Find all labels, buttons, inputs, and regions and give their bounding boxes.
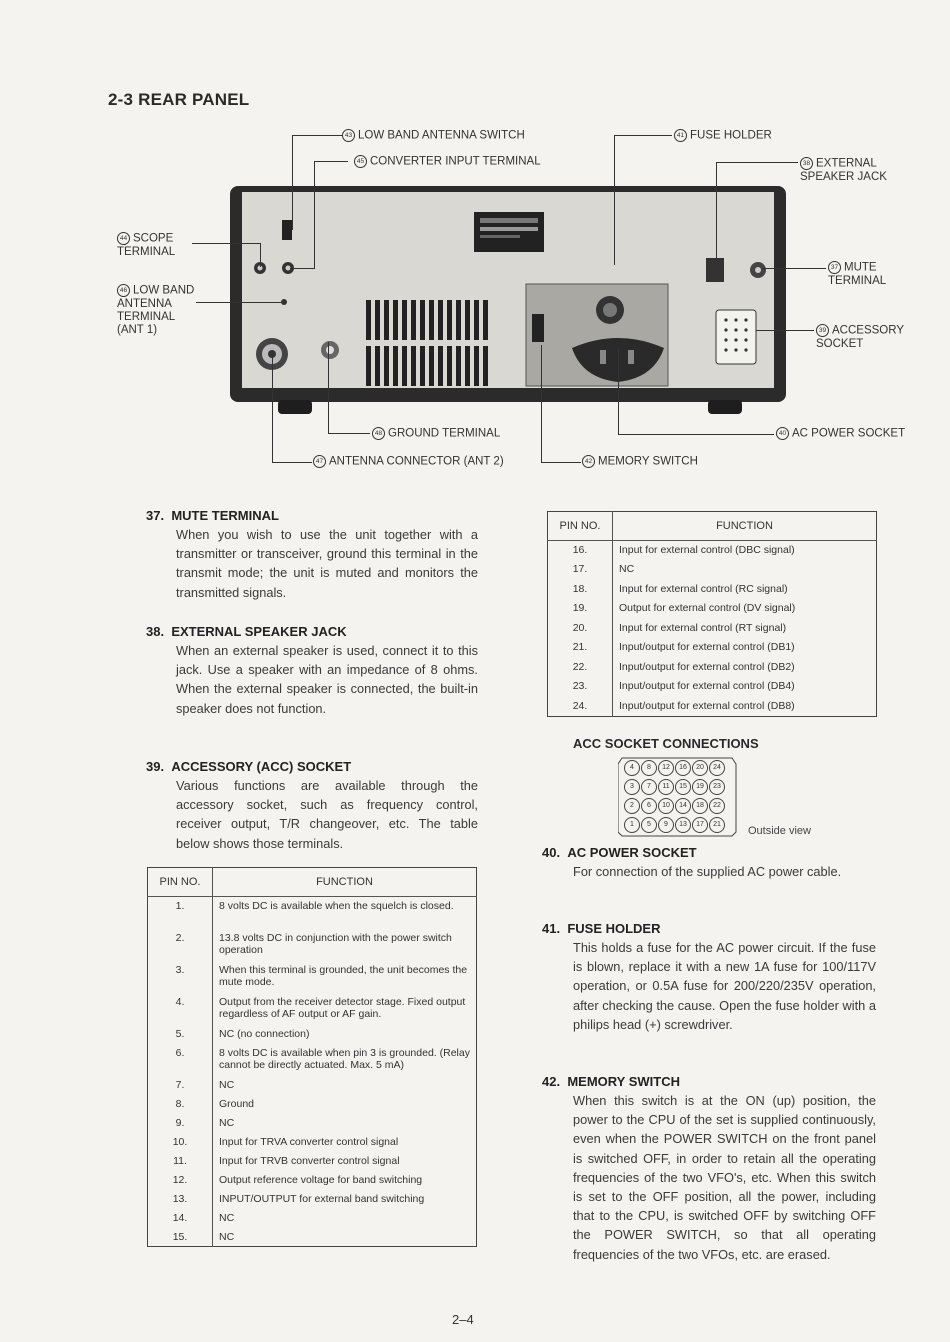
function-cell: Output reference voltage for band switching bbox=[219, 1173, 423, 1186]
pin-cell: 8. bbox=[148, 1095, 213, 1114]
acc-pin: 8 bbox=[641, 760, 657, 776]
callout-antenna-connector bbox=[313, 455, 504, 469]
item-text: This holds a fuse for the AC power circuit. If the fuse is blown, replace it with a new 1A fuse for 100/117V operation, or 0.5A fuse for 200/220/235V operation, after checking the cause. Open the fuse holder with a philips head (+) screwdriver. bbox=[573, 940, 876, 1032]
function-cell: Input for external control (RT signal) bbox=[619, 621, 787, 634]
pin-cell: 19. bbox=[548, 599, 613, 619]
item-title: ACCESSORY (ACC) SOCKET bbox=[171, 759, 352, 774]
item-number: 41. bbox=[542, 921, 561, 936]
acc-pin: 4 bbox=[624, 760, 640, 776]
callout-ground-terminal bbox=[372, 427, 500, 441]
acc-pin: 22 bbox=[709, 798, 725, 814]
function-cell: INPUT/OUTPUT for external band switching bbox=[219, 1192, 425, 1205]
callout-fuse-holder bbox=[674, 129, 772, 143]
pin-cell: 21. bbox=[548, 638, 613, 658]
acc-pin: 20 bbox=[692, 760, 708, 776]
callout-label: AC POWER SOCKET bbox=[792, 427, 906, 440]
function-cell: NC bbox=[219, 1078, 235, 1091]
item-number: 39. bbox=[146, 759, 165, 774]
item-title: MUTE TERMINAL bbox=[171, 508, 279, 523]
acc-pin: 21 bbox=[709, 817, 725, 833]
callout-number: 37 bbox=[828, 261, 841, 274]
function-header: FUNCTION bbox=[613, 512, 877, 541]
acc-pin: 10 bbox=[658, 798, 674, 814]
callout-converter-input-terminal bbox=[354, 155, 541, 169]
acc-pin: 17 bbox=[692, 817, 708, 833]
pin-cell: 10. bbox=[148, 1133, 213, 1152]
pin-cell: 7. bbox=[148, 1076, 213, 1095]
acc-pin: 6 bbox=[641, 798, 657, 814]
function-cell: Input for external control (DBC signal) bbox=[619, 544, 795, 556]
item-fuse-holder bbox=[542, 921, 876, 1034]
function-cell: NC (no connection) bbox=[219, 1027, 310, 1040]
acc-pin: 16 bbox=[675, 760, 691, 776]
function-cell: Ground bbox=[219, 1097, 255, 1110]
callout-label: MUTE TERMINAL bbox=[828, 261, 887, 287]
acc-pin: 13 bbox=[675, 817, 691, 833]
pin-cell: 18. bbox=[548, 580, 613, 600]
item-number: 40. bbox=[542, 845, 561, 860]
acc-pin: 3 bbox=[624, 779, 640, 795]
acc-socket-diagram bbox=[618, 756, 738, 838]
item-accessory-socket bbox=[146, 759, 478, 853]
function-cell: Input/output for external control (DB1) bbox=[619, 641, 795, 653]
item-number: 42. bbox=[542, 1074, 561, 1089]
acc-pin: 9 bbox=[658, 817, 674, 833]
acc-pin: 5 bbox=[641, 817, 657, 833]
callout-low-band-antenna-terminal bbox=[117, 284, 197, 337]
function-cell: Input/output for external control (DB4) bbox=[619, 680, 795, 692]
item-mute-terminal bbox=[146, 508, 478, 602]
function-cell: Input/output for external control (DB2) bbox=[619, 660, 795, 673]
function-cell: NC bbox=[219, 1211, 235, 1224]
function-cell: 8 volts DC is available when the squelch is closed. bbox=[219, 900, 454, 912]
callout-number: 48 bbox=[372, 427, 385, 440]
pin-cell: 13. bbox=[148, 1190, 213, 1209]
acc-pin: 11 bbox=[658, 779, 674, 795]
page-number: 2–4 bbox=[452, 1312, 474, 1327]
acc-pin: 2 bbox=[624, 798, 640, 814]
pin-cell: 12. bbox=[148, 1171, 213, 1190]
acc-pin: 18 bbox=[692, 798, 708, 814]
item-ac-power-socket bbox=[542, 845, 876, 881]
acc-pin: 7 bbox=[641, 779, 657, 795]
function-cell: Input for external control (RC signal) bbox=[619, 582, 788, 595]
callout-number: 44 bbox=[117, 232, 130, 245]
item-number: 38. bbox=[146, 624, 165, 639]
callout-number: 41 bbox=[674, 129, 687, 142]
pin-cell: 20. bbox=[548, 619, 613, 639]
pin-cell: 22. bbox=[548, 658, 613, 678]
pin-header: PIN NO. bbox=[548, 512, 613, 541]
function-cell: 8 volts DC is available when pin 3 is grounded. (Relay cannot be directly actuated. Max. 5 mA) bbox=[219, 1046, 470, 1071]
callout-number: 40 bbox=[776, 427, 789, 440]
function-header: FUNCTION bbox=[213, 868, 477, 897]
pin-cell: 15. bbox=[148, 1228, 213, 1247]
function-cell: NC bbox=[219, 1116, 235, 1129]
callout-number: 39 bbox=[816, 324, 829, 337]
pin-cell: 14. bbox=[148, 1209, 213, 1228]
function-cell: 13.8 volts DC in conjunction with the power switch operation bbox=[219, 931, 452, 956]
acc-pin: 19 bbox=[692, 779, 708, 795]
pin-header: PIN NO. bbox=[148, 868, 213, 897]
callout-label: SCOPE TERMINAL bbox=[117, 232, 176, 258]
callout-number: 38 bbox=[800, 157, 813, 170]
pin-cell: 2. bbox=[148, 929, 213, 961]
callout-scope-terminal bbox=[117, 232, 197, 259]
function-cell: Output from the receiver detector stage. Fixed output regardless of AF output or AF gain. bbox=[219, 995, 466, 1020]
acc-pin: 24 bbox=[709, 760, 725, 776]
item-title: AC POWER SOCKET bbox=[567, 845, 697, 860]
callout-memory-switch bbox=[582, 455, 698, 469]
function-cell: NC bbox=[619, 563, 635, 575]
acc-pin: 23 bbox=[709, 779, 725, 795]
callout-label: GROUND TERMINAL bbox=[388, 427, 501, 440]
item-number: 37. bbox=[146, 508, 165, 523]
callout-label: MEMORY SWITCH bbox=[598, 455, 698, 468]
item-text: When an external speaker is used, connect it to this jack. Use a speaker with an impedance of 8 ohms. When the external speaker is connected, the built-in speaker does not function. bbox=[176, 643, 478, 716]
pin-cell: 16. bbox=[548, 541, 613, 561]
pin-cell: 23. bbox=[548, 677, 613, 697]
callout-number: 46 bbox=[117, 284, 130, 297]
pin-cell: 17. bbox=[548, 560, 613, 580]
item-text: For connection of the supplied AC power cable. bbox=[573, 864, 842, 879]
callout-number: 47 bbox=[313, 455, 326, 468]
callout-number: 43 bbox=[342, 129, 355, 142]
section-title: 2-3 REAR PANEL bbox=[108, 90, 250, 109]
acc-pin: 15 bbox=[675, 779, 691, 795]
item-title: EXTERNAL SPEAKER JACK bbox=[171, 624, 347, 639]
item-text: Various functions are available through the accessory socket, such as frequency control, receiver output, T/R changeover, etc. The table below shows those terminals. bbox=[176, 778, 478, 851]
pin-cell: 3. bbox=[148, 961, 213, 993]
callout-label: ACCESSORY SOCKET bbox=[816, 324, 904, 350]
callout-label: FUSE HOLDER bbox=[690, 129, 772, 142]
callout-label: LOW BAND ANTENNA SWITCH bbox=[358, 129, 525, 142]
pin-cell: 5. bbox=[148, 1025, 213, 1044]
pin-cell: 24. bbox=[548, 697, 613, 717]
callout-mute-terminal bbox=[828, 261, 908, 288]
function-cell: Input/output for external control (DB8) bbox=[619, 699, 795, 712]
acc-view-label: Outside view bbox=[748, 825, 811, 837]
acc-socket-title: ACC SOCKET CONNECTIONS bbox=[573, 736, 759, 751]
callout-label: ANTENNA CONNECTOR (ANT 2) bbox=[329, 455, 504, 468]
callout-low-band-antenna-switch bbox=[342, 129, 525, 143]
pin-cell: 9. bbox=[148, 1114, 213, 1133]
callout-label: CONVERTER INPUT TERMINAL bbox=[370, 155, 541, 168]
callout-number: 42 bbox=[582, 455, 595, 468]
callout-number: 45 bbox=[354, 155, 367, 168]
item-external-speaker-jack bbox=[146, 624, 478, 718]
pin-cell: 11. bbox=[148, 1152, 213, 1171]
function-cell: Output for external control (DV signal) bbox=[619, 602, 796, 614]
item-text: When you wish to use the unit together with a transmitter or transceiver, ground this terminal in the transmit mode; the unit is muted and monitors the transmitted signals. bbox=[176, 527, 478, 600]
item-memory-switch bbox=[542, 1074, 876, 1264]
pin-cell: 1. bbox=[148, 897, 213, 929]
callout-ac-power-socket bbox=[776, 427, 905, 441]
pin-table-2 bbox=[547, 511, 877, 717]
pin-cell: 6. bbox=[148, 1044, 213, 1076]
callout-external-speaker-jack bbox=[800, 157, 908, 184]
callout-label: LOW BAND ANTENNA TERMINAL (ANT 1) bbox=[117, 284, 195, 336]
pin-cell: 4. bbox=[148, 993, 213, 1025]
callout-accessory-socket bbox=[816, 324, 910, 351]
rear-panel-illustration bbox=[228, 180, 788, 420]
acc-pin: 12 bbox=[658, 760, 674, 776]
acc-pin: 1 bbox=[624, 817, 640, 833]
function-cell: When this terminal is grounded, the unit becomes the mute mode. bbox=[219, 963, 468, 988]
item-title: MEMORY SWITCH bbox=[567, 1074, 680, 1089]
acc-pin: 14 bbox=[675, 798, 691, 814]
function-cell: NC bbox=[219, 1230, 235, 1243]
item-title: FUSE HOLDER bbox=[567, 921, 661, 936]
pin-table-1 bbox=[147, 867, 477, 1247]
callout-label: EXTERNAL SPEAKER JACK bbox=[800, 157, 887, 183]
function-cell: Input for TRVB converter control signal bbox=[219, 1154, 400, 1167]
item-text: When this switch is at the ON (up) position, the power to the CPU of the set is supplied continuously, even when the POWER SWITCH on the front panel is switched OFF, in order to retain all the operating frequencies of the two VFO's, etc. When this switch is set to the OFF position, all the power, including that to the CPU, is switched OFF by switching OFF the POWER SWITCH, so that all operating frequencies of the two VFOs, etc. are erased. bbox=[573, 1093, 876, 1262]
function-cell: Input for TRVA converter control signal bbox=[219, 1135, 399, 1148]
